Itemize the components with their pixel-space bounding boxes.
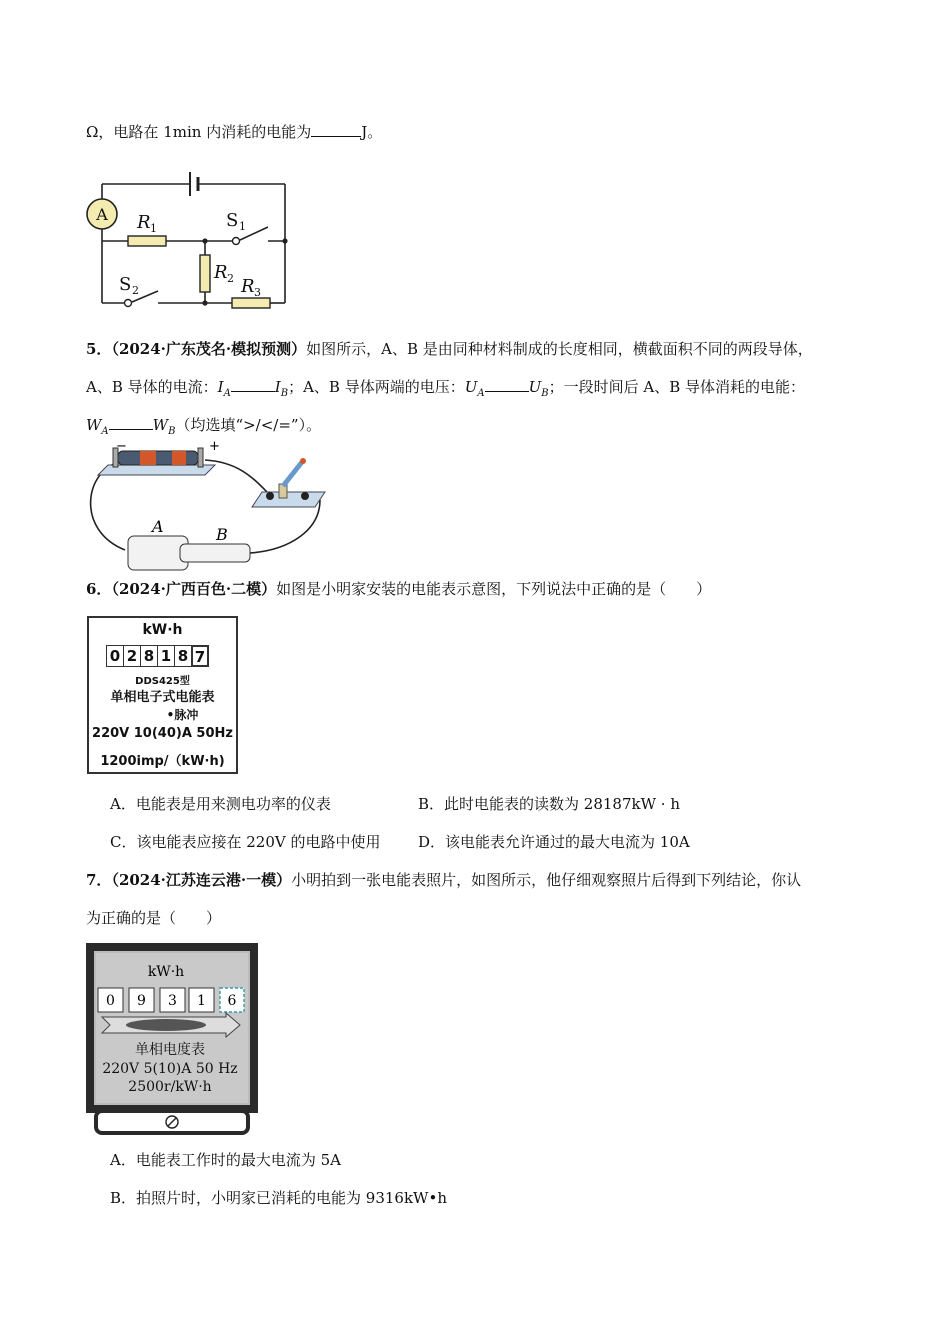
r1-label: R — [137, 212, 151, 233]
q5-line1 — [86, 338, 813, 360]
r1-sub: 1 — [150, 222, 157, 235]
q7-number: 7． — [86, 871, 112, 889]
resistor-r1 — [128, 236, 166, 246]
top-line — [86, 121, 382, 143]
svg-text:1: 1 — [197, 993, 206, 1009]
svg-text:9: 9 — [137, 993, 146, 1009]
meter2-unit: kW·h — [147, 964, 185, 980]
energy-meter-1 — [87, 616, 238, 774]
q7-text: 小明拍到一张电能表照片，如图所示，他仔细观察照片后得到下列结论，你认 — [291, 871, 802, 889]
q6-line1 — [86, 578, 711, 600]
q7-option-b[interactable]: B．拍照片时，小明家已消耗的电能为 9316kW•h — [110, 1189, 447, 1207]
meter2-rev: 2500r/kW·h — [128, 1079, 212, 1095]
q5-text: 如图所示，A、B 是由同种材料制成的长度相同，横截面积不同的两段导体， — [306, 340, 813, 358]
meter-name: 单相电子式电能表 — [110, 690, 215, 705]
q6-option-b[interactable]: B．此时电能表的读数为 28187kW · h — [418, 795, 680, 813]
q5-number: 5． — [86, 340, 112, 358]
s2-label: S — [119, 274, 132, 295]
resistor-r3 — [232, 298, 270, 308]
r3-sub: 3 — [254, 286, 261, 299]
s1-label: S — [226, 210, 239, 231]
meter-model: DDS425型 — [135, 676, 190, 687]
q6-option-d[interactable]: D．该电能表允许通过的最大电流为 10A — [418, 833, 690, 851]
top-text: Ω，电路在 1min 内消耗的电能为 — [86, 123, 312, 141]
label-b: B — [216, 525, 228, 544]
q7-option-a[interactable]: A．电能表工作时的最大电流为 5A — [110, 1151, 341, 1169]
r2-label: R — [214, 262, 228, 283]
conductor-a — [128, 536, 188, 570]
r3-label: R — [241, 276, 255, 297]
r2-sub: 2 — [227, 272, 234, 285]
s1-sub: 1 — [239, 220, 246, 233]
svg-text:6: 6 — [227, 993, 237, 1009]
circuit-diagram — [80, 160, 300, 315]
plus-label: + — [209, 440, 220, 454]
energy-meter-2 — [86, 943, 258, 1136]
q5-source: （2024·广东茂名·模拟预测） — [111, 340, 307, 358]
meter2-name: 单相电度表 — [135, 1042, 205, 1058]
meter-pulse: •脉冲 — [166, 708, 199, 722]
meter-spec: 220V 10(40)A 50Hz — [92, 726, 233, 741]
q6-text: 如图是小明家安装的电能表示意图，下列说法中正确的是（ ） — [276, 580, 712, 598]
q5-line2: A、B 导体的电流：$I_A$ $I_B$；A、B 导体两端的电压：$U_A$ $U_B$；一段时间后 A、B 导体消耗的电能： — [86, 378, 806, 399]
s2-sub: 2 — [132, 284, 139, 297]
svg-text:3: 3 — [168, 993, 177, 1009]
conductor-b — [180, 544, 250, 562]
q6-option-a[interactable]: A．电能表是用来测电功率的仪表 — [110, 795, 331, 813]
ammeter-label: A — [96, 205, 108, 224]
q6-source: （2024·广西百色·二模） — [111, 580, 277, 598]
q7-source: （2024·江苏连云港·一模） — [111, 871, 292, 889]
top-suffix: J。 — [361, 123, 383, 141]
meter-unit: kW·h — [142, 622, 183, 638]
svg-text:0: 0 — [106, 993, 115, 1009]
meter2-spec: 220V 5(10)A 50 Hz — [102, 1061, 238, 1077]
conductor-experiment-figure — [80, 440, 340, 572]
q7-line2: 为正确的是（ ） — [86, 909, 222, 927]
label-a: A — [152, 517, 164, 536]
q6-option-c[interactable]: C．该电能表应接在 220V 的电路中使用 — [110, 833, 381, 851]
switch-icon — [252, 492, 325, 507]
resistor-r2 — [200, 255, 210, 292]
answer-blank — [485, 377, 529, 392]
minus-label: − — [116, 440, 127, 454]
q7-line1 — [86, 869, 801, 891]
meter-imp: 1200imp/（kW·h) — [100, 754, 225, 769]
answer-blank — [109, 415, 153, 430]
q5-line3: $W_A$ $W_B$（均选填“>/</=”）。 — [86, 416, 322, 437]
answer-blank — [231, 377, 275, 392]
q6-number: 6． — [86, 580, 112, 598]
meter-digits: 0 2 8 1 8 7 — [106, 645, 208, 667]
answer-blank — [311, 122, 361, 137]
